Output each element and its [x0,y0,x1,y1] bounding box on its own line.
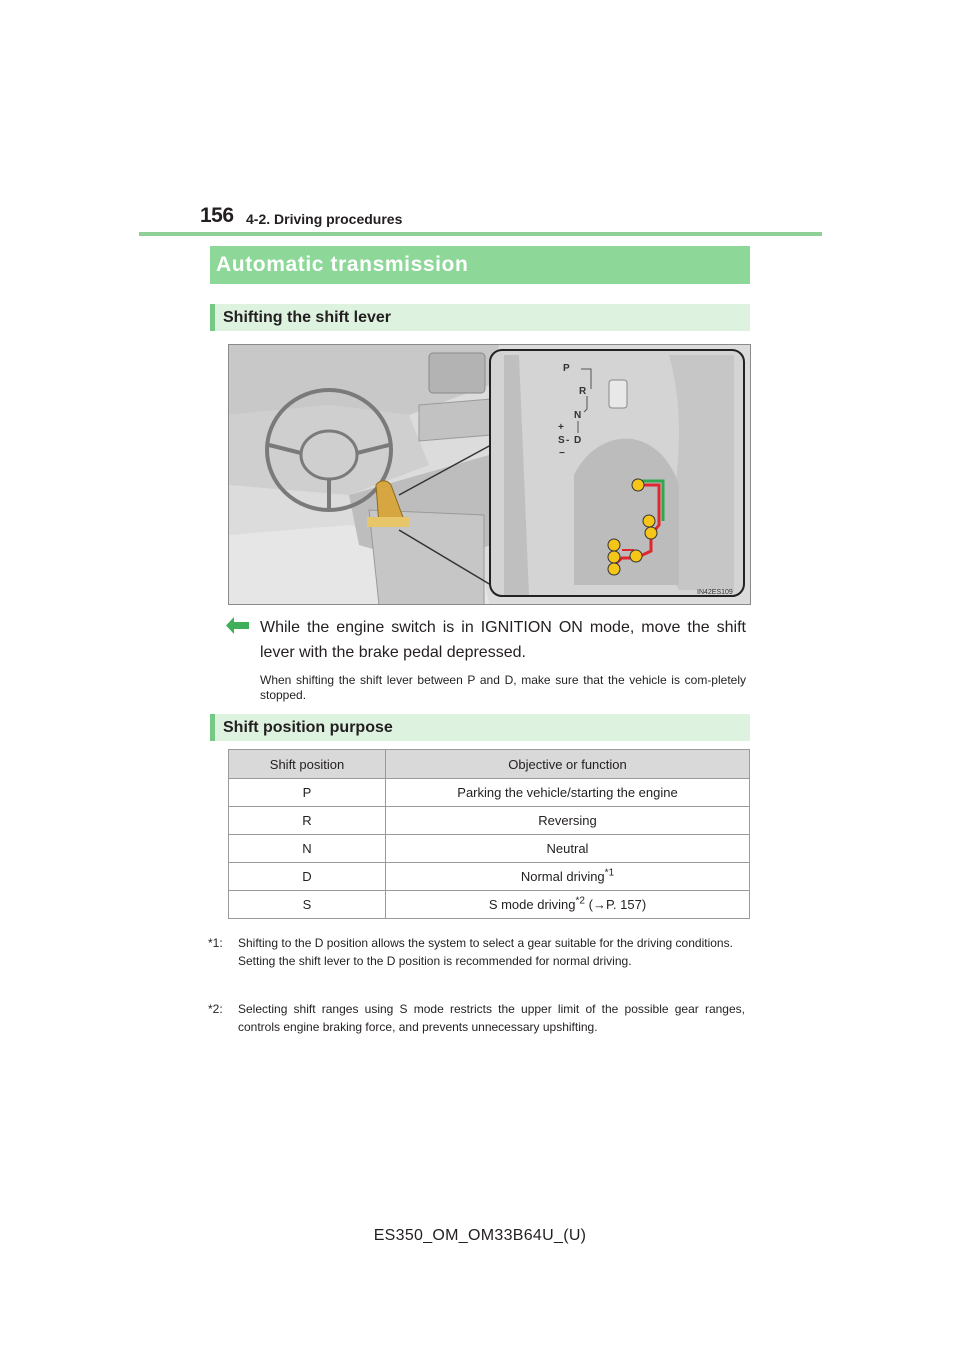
gate-label-minus: - [566,435,570,446]
column-header-shift-position: Shift position [229,750,386,779]
shift-position-cell: P [229,779,386,807]
table-row [229,863,750,891]
gate-label-d: D [574,435,582,446]
gate-label-s: S [558,435,565,446]
function-cell [386,891,750,919]
header-rule [139,232,822,236]
footnote-2-mark-text: *2 [208,1002,220,1016]
page-title: Automatic transmission [216,253,469,276]
footnote-2-text: Selecting shift ranges using S mode restricts the upper limit of the possible gear ranges, controls engine braking force, and prevents unnecessary upshifting. [238,1002,745,1034]
footnote-1-line-2: Setting the shift lever to the D position is recommended for normal driving. [238,954,632,968]
footnote-2 [208,1000,748,1040]
function-cell: Neutral [386,835,750,863]
section-label: 4-2. Driving procedures [246,211,403,227]
shift-position-table [228,749,750,919]
table-row [229,835,750,863]
gate-label-r: R [579,386,587,397]
shift-position-cell: S [229,891,386,919]
gate-label-p: P [563,363,570,374]
table-header-row [229,750,750,779]
function-cell: Reversing [386,807,750,835]
shift-caution-note: When shifting the shift lever between P and D, make sure that the vehicle is com-pletely stopped. [260,673,746,702]
footnote-mark: *2 [575,895,585,907]
footnote-1 [208,934,748,994]
function-text: Normal driving [520,869,605,884]
footnote-1-mark-text: *1 [208,936,220,950]
arrow-left-icon [226,617,249,634]
function-cell [386,863,750,891]
subheading-shift-position-purpose: Shift position purpose [223,719,393,736]
footer-document-id: ES350_OM_OM33B64U_(U) [373,1227,587,1244]
gate-label-plus: + [558,422,564,433]
footnote-mark: *1 [604,867,615,879]
footnote-1-text [238,934,745,970]
function-cell: Parking the vehicle/starting the engine [386,779,750,807]
column-header-objective: Objective or function [386,750,750,779]
footnote-1-mark: *1: [208,936,223,950]
page-number: 156 [200,204,234,227]
table-row [229,807,750,835]
footnote-1-line-1: Shifting to the D position allows the system to select a gear suitable for the driving conditions. [238,936,733,950]
footnote-2-mark: *2: [208,1002,223,1016]
subheading-shifting-the-shift-lever: Shifting the shift lever [223,309,392,326]
function-text: S mode driving [488,897,576,912]
page-reference: (→P. 157) [588,897,647,912]
table-row [229,891,750,919]
instruction-text: While the engine switch is in IGNITION ON mode, move the shift lever with the brake pedal depressed. [260,619,746,661]
shift-lever-illustration [228,344,751,605]
shift-position-cell: N [229,835,386,863]
shift-position-cell: R [229,807,386,835]
shift-position-cell: D [229,863,386,891]
gate-label-n: N [574,410,582,421]
figure-code: IN42ES109 [697,589,733,596]
gate-label-minus-lower: − [559,448,565,459]
table-row [229,779,750,807]
